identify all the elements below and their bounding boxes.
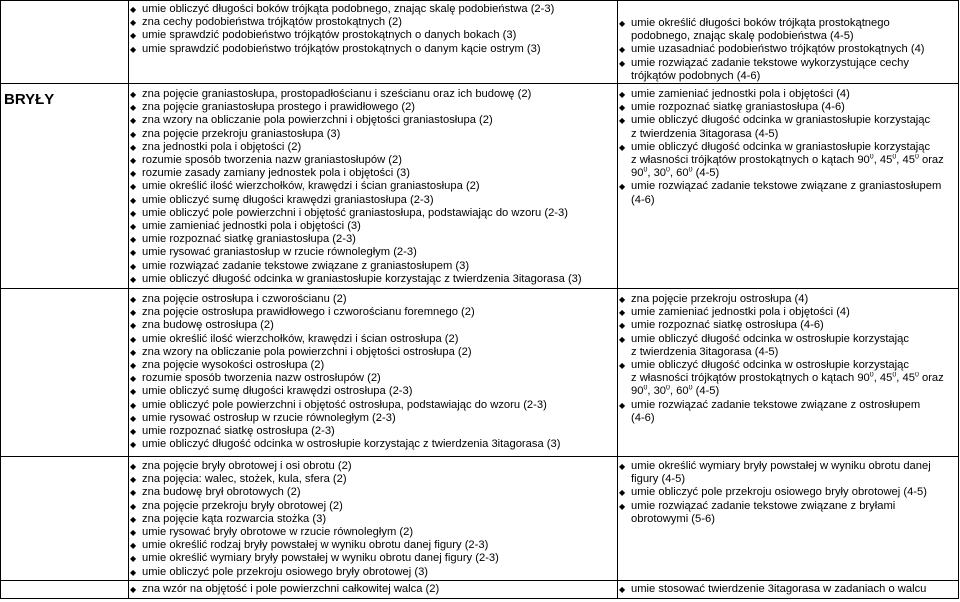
list-item: ◆ zna pojęcie graniastosłupa, prostopadłościanu i sześcianu oraz ich budowę (2) (129, 88, 615, 101)
extended-requirements-cell (618, 581, 959, 599)
list-item: ◆ umie obliczyć sumę długości krawędzi ostrosłupa (2-3) (129, 385, 615, 398)
list-item: ◆ zna pojęcie wysokości ostrosłupa (2) (129, 359, 615, 372)
list-item: ◆ umie obliczyć długość odcinka w ostrosłupie korzystając (618, 359, 956, 372)
list-item: ◆ umie określić długości boków trójkąta prostokątnego (618, 17, 956, 30)
basic-requirements-cell (129, 581, 618, 599)
list-item: ◆ umie obliczyć pole powierzchni i objętość ostrosłupa, podstawiając do wzoru (2-3) (129, 399, 615, 412)
list-item: (4-6) (631, 193, 655, 206)
basic-list (129, 84, 617, 286)
basic-requirements-cell (129, 1, 618, 84)
list-item: ◆ umie sprawdzić podobieństwo trójkątów prostokątnych o danym kącie ostrym (3) (129, 43, 615, 56)
list-item: z własności trójkątów prostokątnych o kątach $90^0$, $45^0$, $45^0$ oraz (631, 154, 944, 167)
list-item: ◆ umie rozpoznać siatkę ostrosłupa (4-6) (618, 319, 956, 332)
list-item: ◆ zna pojęcie ostrosłupa prawidłowego i czworościanu foremnego (2) (129, 306, 615, 319)
list-item: ◆ umie rozpoznać siatkę graniastosłupa (4-6) (618, 101, 956, 114)
list-item: ◆ umie rozwiązać zadanie tekstowe związane z bryłami (618, 500, 956, 513)
extended-requirements-cell (618, 1, 959, 84)
basic-list (129, 1, 617, 56)
list-item: ◆ zna jednostki pola i objętości (2) (129, 141, 615, 154)
basic-list (129, 457, 617, 579)
list-item: (4-6) (631, 411, 655, 424)
list-item: z własności trójkątów prostokątnych o kątach $90^0$, $45^0$, $45^0$ oraz (631, 372, 944, 385)
list-item: ◆ umie rysować graniastosłup w rzucie równoległym (2-3) (129, 246, 615, 259)
list-item: ◆ zna wzory na obliczanie pola powierzchni i objętości graniastosłupa (2) (129, 114, 615, 127)
list-item: ◆ umie stosować twierdzenie 3itagorasa w zadaniach o walcu (618, 583, 956, 596)
list-item: figury (4-5) (631, 473, 686, 486)
section-cell (1, 1, 129, 84)
list-item: obrotowymi (5-6) (631, 512, 715, 525)
list-item: ◆ umie określić ilość wierzchołków, krawędzi i ścian graniastosłupa (2) (129, 180, 615, 193)
section-cell (1, 457, 129, 581)
list-item: ◆ umie obliczyć długość odcinka w graniastosłupie korzystając (618, 141, 956, 154)
list-item: trójkątów podobnych (4-6) (631, 69, 761, 82)
list-item: ◆ zna pojęcie kąta rozwarcia stożka (3) (129, 513, 615, 526)
list-item: ◆ umie rozwiązać zadanie tekstowe związane z graniastosłupem (618, 180, 956, 193)
extended-list (618, 457, 958, 526)
list-item: ◆ umie rozpoznać siatkę graniastosłupa (2-3) (129, 233, 615, 246)
list-item: z twierdzenia 3itagorasa (4-5) (631, 127, 779, 140)
table-row (1, 457, 959, 581)
table-row (1, 84, 959, 289)
list-item: ◆ umie obliczyć pole przekroju osiowego bryły obrotowej (4-5) (618, 486, 956, 499)
list-item: ◆ umie określić wymiary bryły powstałej w wyniku obrotu danej (618, 460, 956, 473)
list-item: ◆ rozumie sposób tworzenia nazw ostrosłupów (2) (129, 372, 615, 385)
list-item: ◆ umie obliczyć długość odcinka w ostrosłupie korzystając z twierdzenia 3itagorasa (3) (129, 438, 615, 451)
extended-list (618, 289, 958, 425)
section-cell (1, 581, 129, 599)
list-item: ◆ zna budowę brył obrotowych (2) (129, 486, 615, 499)
list-item: ◆ umie obliczyć pole przekroju osiowego bryły obrotowej (3) (129, 566, 615, 579)
basic-requirements-cell (129, 84, 618, 289)
list-item: ◆ zna pojęcie bryły obrotowej i osi obrotu (2) (129, 460, 615, 473)
section-cell (1, 289, 129, 457)
basic-list (129, 581, 617, 596)
list-item: ◆ umie rozwiązać zadanie tekstowe związane z graniastosłupem (3) (129, 260, 615, 273)
list-item: ◆ zna pojęcie przekroju graniastosłupa (3) (129, 128, 615, 141)
list-item: ◆ umie określić wymiary bryły powstałej w wyniku obrotu danej figury (2-3) (129, 552, 615, 565)
list-item: ◆ umie zamieniać jednostki pola i objętości (3) (129, 220, 615, 233)
list-item: ◆ rozumie sposób tworzenia nazw graniastosłupów (2) (129, 154, 615, 167)
list-item: ◆ umie obliczyć sumę długości krawędzi graniastosłupa (2-3) (129, 194, 615, 207)
list-item: ◆ umie obliczyć długość odcinka w graniastosłupie korzystając z twierdzenia 3itagorasa (3) (129, 273, 615, 286)
list-item: $90^0$, $30^0$, $60^0$ (4-5) (631, 385, 720, 398)
list-item: ◆ zna pojęcie graniastosłupa prostego i prawidłowego (2) (129, 101, 615, 114)
list-item: ◆ umie rysować bryły obrotowe w rzucie równoległym (2) (129, 526, 615, 539)
list-item: ◆ umie określić ilość wierzchołków, krawędzi i ścian ostrosłupa (2) (129, 333, 615, 346)
list-item: ◆ zna pojęcia: walec, stożek, kula, sfera (2) (129, 473, 615, 486)
list-item: ◆ umie zamieniać jednostki pola i objętości (4) (618, 306, 956, 319)
extended-list (618, 84, 958, 207)
list-item: ◆ umie rozpoznać siatkę ostrosłupa (2-3) (129, 425, 615, 438)
list-item: z twierdzenia 3itagorasa (4-5) (631, 345, 779, 358)
list-item: ◆ zna cechy podobieństwa trójkątów prostokątnych (2) (129, 16, 615, 29)
list-item: ◆ zna pojęcie ostrosłupa i czworościanu (2) (129, 293, 615, 306)
extended-list (618, 1, 958, 83)
list-item: ◆ umie obliczyć długość odcinka w ostrosłupie korzystając (618, 333, 956, 346)
extended-requirements-cell (618, 289, 959, 457)
extended-requirements-cell (618, 457, 959, 581)
extended-list (618, 581, 958, 596)
section-cell (1, 84, 129, 289)
list-item: ◆ umie rozwiązać zadanie tekstowe związane z ostrosłupem (618, 399, 956, 412)
list-item: ◆ zna pojęcie przekroju ostrosłupa (4) (618, 293, 956, 306)
table-row (1, 581, 959, 599)
basic-requirements-cell (129, 457, 618, 581)
section-label: BRYŁY (4, 91, 55, 108)
list-item: ◆ rozumie zasady zamiany jednostek pola i objętości (3) (129, 167, 615, 180)
list-item: podobnego, znając skalę podobieństwa (4-5) (631, 30, 854, 43)
list-item: ◆ umie określić rodzaj bryły powstałej w wyniku obrotu danej figury (2-3) (129, 539, 615, 552)
list-item: ◆ umie rysować ostrosłup w rzucie równoległym (2-3) (129, 412, 615, 425)
list-item: ◆ umie obliczyć długości boków trójkąta podobnego, znając skalę podobieństwa (2-3) (129, 3, 615, 16)
table-row (1, 1, 959, 84)
list-item: ◆ umie obliczyć długość odcinka w graniastosłupie korzystając (618, 114, 956, 127)
table-row (1, 289, 959, 457)
list-item: ◆ zna pojęcie przekroju bryły obrotowej (2) (129, 500, 615, 513)
extended-requirements-cell (618, 84, 959, 289)
list-item: ◆ zna wzór na objętość i pole powierzchni całkowitej walca (2) (129, 583, 615, 596)
list-item: $90^0$, $30^0$, $60^0$ (4-5) (631, 167, 720, 180)
basic-list (129, 289, 617, 451)
list-item: ◆ umie uzasadniać podobieństwo trójkątów prostokątnych (4) (618, 43, 956, 56)
basic-requirements-cell (129, 289, 618, 457)
list-item: ◆ zna wzory na obliczanie pola powierzchni i objętości ostrosłupa (2) (129, 346, 615, 359)
list-item: ◆ umie sprawdzić podobieństwo trójkątów prostokątnych o danych bokach (3) (129, 29, 615, 42)
list-item: ◆ zna budowę ostrosłupa (2) (129, 319, 615, 332)
list-item: ◆ umie rozwiązać zadanie tekstowe wykorzystujące cechy (618, 57, 956, 70)
list-item: ◆ umie obliczyć pole powierzchni i objętość graniastosłupa, podstawiając do wzoru (2-3) (129, 207, 615, 220)
list-item: ◆ umie zamieniać jednostki pola i objętości (4) (618, 88, 956, 101)
